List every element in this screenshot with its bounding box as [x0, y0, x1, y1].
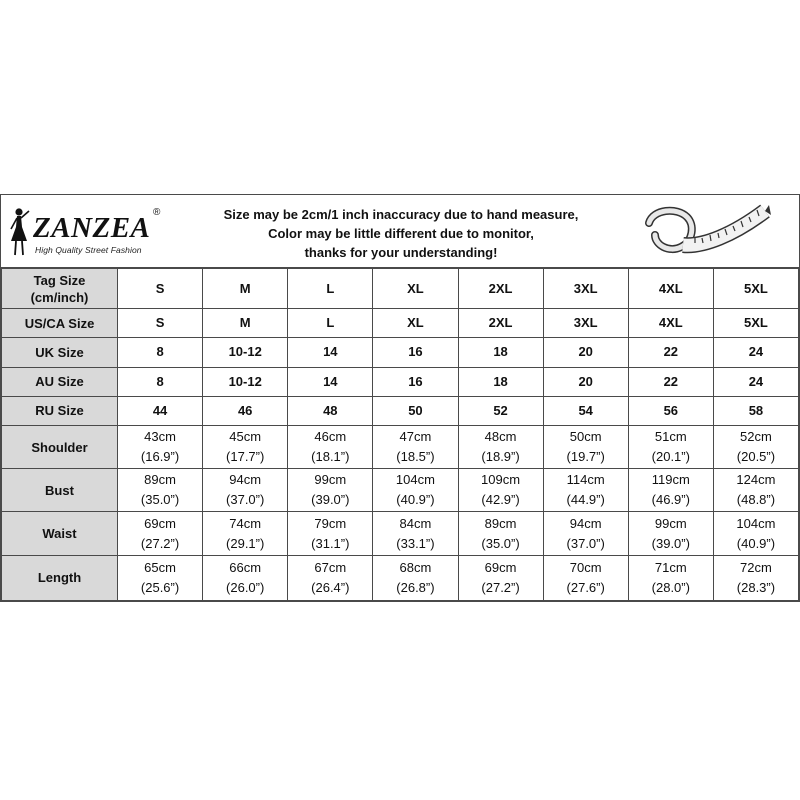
cm-value: 71cm	[654, 559, 687, 575]
row-label: UK Size	[2, 338, 118, 367]
inch-value: (19.7”)	[566, 449, 605, 465]
notice-line: Size may be 2cm/1 inch inaccuracy due to hand measure,	[223, 207, 579, 222]
size-cell: 5XL	[713, 309, 798, 338]
measurement-cell	[203, 512, 288, 555]
length-row	[2, 555, 799, 600]
row-label: AU Size	[2, 367, 118, 396]
measurement-cell	[203, 469, 288, 512]
measurement-cell	[288, 512, 373, 555]
size-cell: 22	[628, 367, 713, 396]
measurement-cell	[628, 469, 713, 512]
measurement-cell	[118, 425, 203, 468]
size-cell: M	[203, 269, 288, 309]
inch-value: (26.0”)	[226, 579, 265, 595]
inch-value: (39.0”)	[651, 535, 690, 551]
inch-value: (28.0”)	[651, 579, 690, 595]
size-cell: 54	[543, 396, 628, 425]
measurement-cell	[543, 555, 628, 600]
inch-value: (26.8”)	[396, 579, 435, 595]
inch-value: (26.4”)	[311, 579, 350, 595]
size-chart	[0, 194, 800, 602]
size-cell: 18	[458, 338, 543, 367]
size-table	[1, 268, 799, 601]
measurement-cell	[713, 469, 798, 512]
size-cell: 44	[118, 396, 203, 425]
inch-value: (29.1”)	[226, 535, 265, 551]
size-cell: 3XL	[543, 269, 628, 309]
shoulder-row	[2, 425, 799, 468]
brand-logo	[5, 203, 165, 263]
measurement-cell	[713, 425, 798, 468]
size-cell: 24	[713, 367, 798, 396]
row-label: Tag Size (cm/inch)	[2, 269, 118, 309]
brand-tagline: High Quality Street Fashion	[35, 245, 142, 255]
cm-value: 84cm	[399, 515, 432, 531]
measurement-cell	[543, 425, 628, 468]
inch-value: (44.9”)	[566, 492, 605, 508]
cm-value: 104cm	[736, 515, 776, 531]
size-cell: 14	[288, 367, 373, 396]
size-cell: L	[288, 269, 373, 309]
notice-line: Color may be little different due to monitor,	[268, 226, 534, 241]
bust-row	[2, 469, 799, 512]
inch-value: (37.0”)	[566, 535, 605, 551]
size-cell: 16	[373, 367, 458, 396]
cm-value: 68cm	[399, 559, 432, 575]
size-cell: 4XL	[628, 309, 713, 338]
cm-value: 43cm	[144, 429, 176, 445]
size-cell: S	[118, 269, 203, 309]
cm-value: 119cm	[651, 472, 690, 488]
size-cell: 8	[118, 338, 203, 367]
measuring-tape-icon	[643, 201, 773, 263]
cm-value: 99cm	[314, 472, 347, 488]
fashion-woman-icon	[5, 207, 33, 259]
inch-value: (35.0”)	[140, 492, 180, 508]
cm-value: 65cm	[144, 559, 176, 575]
measurement-cell	[628, 512, 713, 555]
inch-value: (39.0”)	[311, 492, 350, 508]
row-label: Length	[2, 555, 118, 600]
us-ca-size-row	[2, 309, 799, 338]
cm-value: 46cm	[314, 429, 347, 445]
inch-value: (16.9”)	[140, 449, 180, 465]
au-size-row	[2, 367, 799, 396]
registered-mark: ®	[153, 207, 161, 218]
cm-value: 67cm	[314, 559, 347, 575]
size-cell: 20	[543, 367, 628, 396]
size-cell: 5XL	[713, 269, 798, 309]
size-cell: 58	[713, 396, 798, 425]
cm-value: 70cm	[569, 559, 602, 575]
measurement-cell	[713, 512, 798, 555]
measurement-cell	[118, 555, 203, 600]
tag-size-row	[2, 269, 799, 309]
size-cell: 24	[713, 338, 798, 367]
size-cell: 2XL	[458, 309, 543, 338]
cm-value: 94cm	[229, 472, 262, 488]
row-label: RU Size	[2, 396, 118, 425]
size-cell: 50	[373, 396, 458, 425]
inch-value: (37.0”)	[226, 492, 265, 508]
cm-value: 89cm	[484, 515, 517, 531]
size-cell: 4XL	[628, 269, 713, 309]
size-cell: XL	[373, 309, 458, 338]
cm-value: 72cm	[740, 559, 772, 575]
inch-value: (31.1”)	[311, 535, 350, 551]
inch-value: (28.3”)	[736, 579, 776, 595]
size-cell: XL	[373, 269, 458, 309]
row-label: Waist	[2, 512, 118, 555]
size-cell: M	[203, 309, 288, 338]
measurement-cell	[203, 555, 288, 600]
cm-value: 99cm	[654, 515, 687, 531]
cm-value: 114cm	[566, 472, 605, 488]
inch-value: (18.5”)	[396, 449, 435, 465]
cm-value: 79cm	[314, 515, 347, 531]
size-cell: 18	[458, 367, 543, 396]
row-label: US/CA Size	[2, 309, 118, 338]
measurement-cell	[118, 469, 203, 512]
waist-row	[2, 512, 799, 555]
cm-value: 104cm	[395, 472, 435, 488]
measurement-cell	[288, 469, 373, 512]
inch-value: (42.9”)	[481, 492, 520, 508]
notice-text	[191, 205, 611, 262]
cm-value: 69cm	[144, 515, 176, 531]
inch-value: (27.2”)	[140, 535, 180, 551]
inch-value: (40.9”)	[396, 492, 435, 508]
inch-value: (46.9”)	[651, 492, 690, 508]
cm-value: 74cm	[229, 515, 262, 531]
inch-value: (18.9”)	[481, 449, 520, 465]
measurement-cell	[458, 512, 543, 555]
inch-value: (17.7”)	[226, 449, 265, 465]
measurement-cell	[713, 555, 798, 600]
inch-value: (18.1”)	[311, 449, 350, 465]
measurement-cell	[288, 425, 373, 468]
size-cell: 56	[628, 396, 713, 425]
measurement-cell	[458, 469, 543, 512]
inch-value: (20.5”)	[736, 449, 776, 465]
size-cell: 52	[458, 396, 543, 425]
measurement-cell	[373, 469, 458, 512]
cm-value: 69cm	[484, 559, 517, 575]
brand-name: ZANZEA	[33, 212, 151, 244]
size-cell: 10-12	[203, 338, 288, 367]
inch-value: (27.2”)	[481, 579, 520, 595]
size-cell: L	[288, 309, 373, 338]
row-label: Bust	[2, 469, 118, 512]
size-cell: 16	[373, 338, 458, 367]
cm-value: 124cm	[736, 472, 776, 488]
chart-header	[1, 195, 799, 268]
inch-value: (40.9”)	[736, 535, 776, 551]
measurement-cell	[628, 425, 713, 468]
cm-value: 109cm	[481, 472, 521, 488]
size-cell: 20	[543, 338, 628, 367]
inch-value: (20.1”)	[651, 449, 690, 465]
measurement-cell	[543, 512, 628, 555]
measurement-cell	[458, 555, 543, 600]
measurement-cell	[628, 555, 713, 600]
cm-value: 94cm	[569, 515, 602, 531]
size-cell: 3XL	[543, 309, 628, 338]
uk-size-row	[2, 338, 799, 367]
measurement-cell	[288, 555, 373, 600]
measurement-cell	[118, 512, 203, 555]
size-cell: 8	[118, 367, 203, 396]
size-cell: S	[118, 309, 203, 338]
inch-value: (25.6”)	[140, 579, 180, 595]
cm-value: 48cm	[484, 429, 517, 445]
measurement-cell	[373, 425, 458, 468]
measurement-cell	[543, 469, 628, 512]
measurement-cell	[458, 425, 543, 468]
size-cell: 22	[628, 338, 713, 367]
measurement-cell	[203, 425, 288, 468]
cm-value: 89cm	[144, 472, 176, 488]
inch-value: (33.1”)	[396, 535, 435, 551]
measurement-cell	[373, 555, 458, 600]
inch-value: (48.8”)	[736, 492, 776, 508]
cm-value: 51cm	[654, 429, 687, 445]
row-label: Shoulder	[2, 425, 118, 468]
size-cell: 14	[288, 338, 373, 367]
notice-line: thanks for your understanding!	[304, 245, 498, 260]
inch-value: (27.6”)	[566, 579, 605, 595]
cm-value: 47cm	[399, 429, 432, 445]
cm-value: 50cm	[569, 429, 602, 445]
size-cell: 2XL	[458, 269, 543, 309]
cm-value: 66cm	[229, 559, 262, 575]
inch-value: (35.0”)	[481, 535, 520, 551]
size-cell: 46	[203, 396, 288, 425]
size-cell: 48	[288, 396, 373, 425]
ru-size-row	[2, 396, 799, 425]
cm-value: 52cm	[740, 429, 772, 445]
cm-value: 45cm	[229, 429, 262, 445]
size-cell: 10-12	[203, 367, 288, 396]
measurement-cell	[373, 512, 458, 555]
